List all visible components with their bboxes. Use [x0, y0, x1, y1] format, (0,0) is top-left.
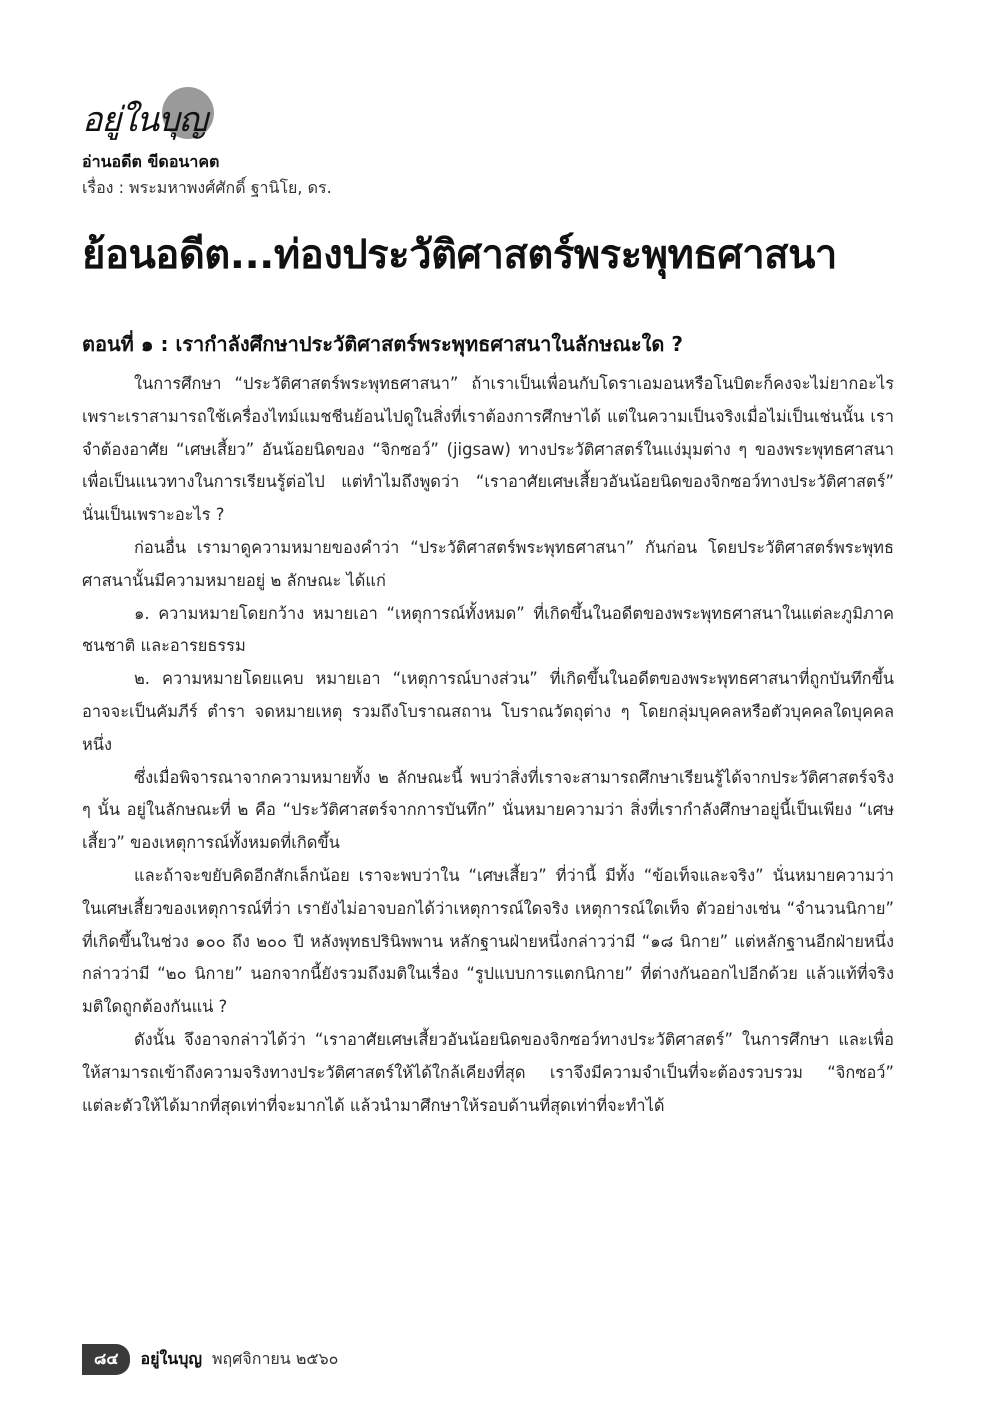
logo-text: อยู่ในบุญ — [82, 100, 207, 140]
byline: เรื่อง : พระมหาพงศ์ศักดิ์ ฐานิโย, ดร. — [82, 178, 332, 197]
paragraph: ๑. ความหมายโดยกว้าง หมายเอา “เหตุการณ์ทั้งหมด” ที่เกิดขึ้นในอดีตของพระพุทธศาสนาในแต่ละภูมิภาค ชนชาติ และอารยธรรม — [82, 603, 894, 656]
paragraph: ก่อนอื่น เรามาดูความหมายของคำว่า “ประวัติศาสตร์พระพุทธศาสนา” กันก่อน โดยประวัติศาสตร์พระพุทธศาสนานั้นมีความหมายอยู่ ๒ ลักษณะ ได้แก่ — [82, 537, 894, 590]
page-footer — [82, 1344, 338, 1374]
paragraph: ในการศึกษา “ประวัติศาสตร์พระพุทธศาสนา” ถ้าเราเป็นเพื่อนกับโดราเอมอนหรือโนบิตะก็คงจะไม่ยากอะไร เพราะเราสามารถใช้เครื่องไทม์แมชชีนย้อนไปดูในสิ่งที่เราต้องการศึกษาได้ แต่ในความเป็นจริงเมื่อไม่เป็นเช่นนั้น เราจำต้องอาศัย “เศษเสี้ยว” อันน้อยนิดของ “จิกซอว์” (jigsaw) ทางประวัติศาสตร์ในแง่มุมต่าง ๆ ของพระพุทธศาสนา เพื่อเป็นแนวทางในการเรียนรู้ต่อไป แต่ทำไมถึงพูดว่า “เราอาศัยเศษเสี้ยวอันน้อยนิดของจิกซอว์ทางประวัติศาสตร์” นั่นเป็นเพราะอะไร ? — [82, 374, 894, 525]
paragraph: ๒. ความหมายโดยแคบ หมายเอา “เหตุการณ์บางส่วน” ที่เกิดขึ้นในอดีตของพระพุทธศาสนาที่ถูกบันทึกขึ้น อาจจะเป็นคัมภีร์ ตำรา จดหมายเหตุ รวมถึงโบราณสถาน โบราณวัตถุต่าง ๆ โดยกลุ่มบุคคลหรือตัวบุคคลใดบุคคลหนึ่ง — [82, 669, 894, 754]
paragraph: และถ้าจะขยับคิดอีกสักเล็กน้อย เราจะพบว่าใน “เศษเสี้ยว” ที่ว่านี้ มีทั้ง “ข้อเท็จและจริง” นั่นหมายความว่า ในเศษเสี้ยวของเหตุการณ์ที่ว่า เรายังไม่อาจบอกได้ว่าเหตุการณ์ใดจริง เหตุการณ์ใดเท็จ ตัวอย่างเช่น “จำนวนนิกาย” ที่เกิดขึ้นในช่วง ๑๐๐ ถึง ๒๐๐ ปี หลังพุทธปรินิพพาน หลักฐานฝ่ายหนึ่งกล่าวว่ามี “๑๘ นิกาย” แต่หลักฐานอีกฝ่ายหนึ่งกล่าวว่ามี “๒๐ นิกาย” นอกจากนี้ยังรวมถึงมติในเรื่อง “รูปแบบการแตกนิกาย” ที่ต่างกันออกไปอีกด้วย แล้วแท้ที่จริงมติใดถูกต้องกันแน่ ? — [82, 865, 894, 1017]
page-title: ย้อนอดีต...ท่องประวัติศาสตร์พระพุทธศาสนา — [82, 232, 837, 278]
article-body — [82, 368, 894, 1122]
footer-magazine-name: อยู่ในบุญ — [140, 1348, 202, 1368]
column-name: อ่านอดีต ขีดอนาคต — [82, 152, 220, 171]
paragraph: ดังนั้น จึงอาจกล่าวได้ว่า “เราอาศัยเศษเสี้ยวอันน้อยนิดของจิกซอว์ทางประวัติศาสตร์” ในการศึกษา และเพื่อให้สามารถเข้าถึงความจริงทางประวัติศาสตร์ให้ได้ใกล้เคียงที่สุด เราจึงมีความจำเป็นที่จะต้องรวบรวม “จิกซอว์” แต่ละตัวให้ได้มากที่สุดเท่าที่จะมากได้ แล้วนำมาศึกษาให้รอบด้านที่สุดเท่าที่จะทำได้ — [82, 1029, 894, 1115]
footer-issue-date: พฤศจิกายน ๒๕๖๐ — [211, 1348, 339, 1368]
section-heading: ตอนที่ ๑ : เรากำลังศึกษาประวัติศาสตร์พระพุทธศาสนาในลักษณะใด ? — [82, 332, 683, 356]
paragraph: ซึ่งเมื่อพิจารณาจากความหมายทั้ง ๒ ลักษณะนี้ พบว่าสิ่งที่เราจะสามารถศึกษาเรียนรู้ได้จากประวัติศาสตร์จริง ๆ นั้น อยู่ในลักษณะที่ ๒ คือ “ประวัติศาสตร์จากการบันทึก” นั่นหมายความว่า สิ่งที่เรากำลังศึกษาอยู่นี้เป็นเพียง “เศษเสี้ยว” ของเหตุการณ์ทั้งหมดที่เกิดขึ้น — [82, 767, 894, 853]
page-number: ๘๔ — [82, 1344, 130, 1375]
